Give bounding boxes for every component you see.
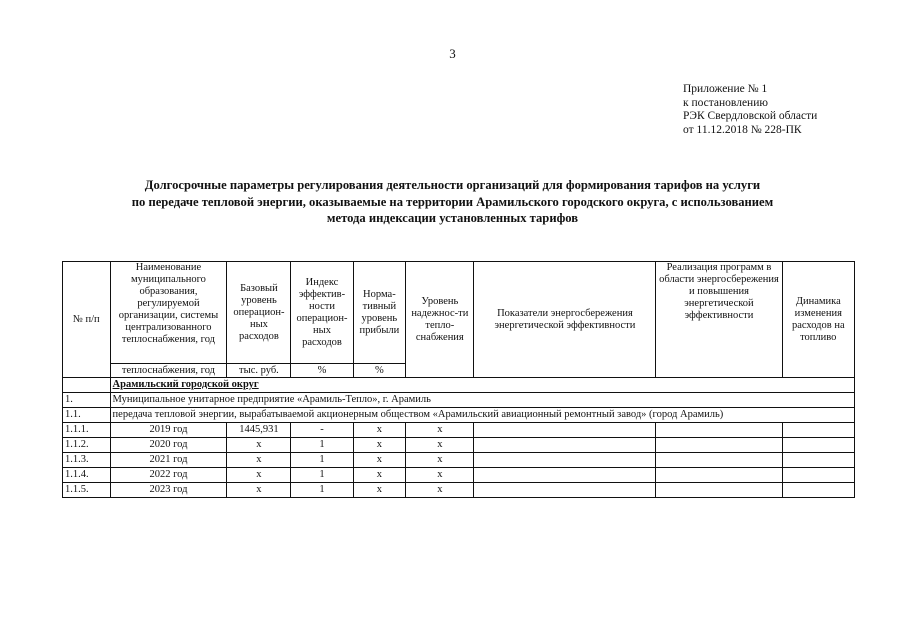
row-base: x bbox=[227, 483, 291, 498]
header-base: Базовый уровень операцион-ных расходов bbox=[227, 262, 291, 364]
appendix-line: к постановлению bbox=[683, 96, 768, 109]
appendix-line: РЭК Свердловской области bbox=[683, 110, 818, 122]
municipality-row bbox=[63, 378, 855, 393]
row-year: 2019 год bbox=[110, 423, 227, 438]
row-indicators bbox=[474, 483, 656, 498]
row-programs bbox=[656, 468, 782, 483]
row-base: x bbox=[227, 453, 291, 468]
row-reliability: x bbox=[406, 423, 474, 438]
header-num: № п/п bbox=[63, 262, 111, 378]
row-index: 1 bbox=[291, 453, 353, 468]
header-index: Индекс эффектив-ности операцион-ных расходов bbox=[291, 262, 353, 364]
title-line: по передаче тепловой энергии, оказываемые на территории Арамильского городского округа, с использованием bbox=[131, 194, 774, 209]
row-num: 1.1.2. bbox=[63, 438, 111, 453]
system-name: передача тепловой энергии, вырабатываемой акционерным обществом «Арамильский авиационный ремонтный завод» (город Арамиль) bbox=[110, 408, 854, 423]
unit-base: тыс. руб. bbox=[227, 364, 291, 378]
row-fuel bbox=[782, 453, 854, 468]
parameters-table bbox=[62, 261, 855, 498]
row-base: x bbox=[227, 468, 291, 483]
row-programs bbox=[656, 438, 782, 453]
header-indicators: Показатели энергосбережения энергетической эффективности bbox=[474, 262, 656, 378]
municipality-name: Арамильский городской округ bbox=[110, 378, 854, 393]
title-line: метода индексации установленных тарифов bbox=[326, 211, 579, 225]
unit-name: теплоснабжения, год bbox=[110, 364, 227, 378]
row-programs bbox=[656, 483, 782, 498]
header-programs: Реализация программ в области энергосбережения и повышения энергетической эффективности bbox=[656, 262, 782, 378]
table-row bbox=[63, 453, 855, 468]
system-num: 1.1. bbox=[63, 408, 111, 423]
row-year: 2023 год bbox=[110, 483, 227, 498]
row-index: 1 bbox=[291, 468, 353, 483]
header-row bbox=[63, 262, 855, 364]
header-fuel: Динамика изменения расходов на топливо bbox=[782, 262, 854, 378]
row-profit: x bbox=[353, 438, 406, 453]
document-title bbox=[40, 177, 865, 227]
row-fuel bbox=[782, 468, 854, 483]
row-indicators bbox=[474, 423, 656, 438]
page-number: 3 bbox=[449, 46, 456, 61]
row-index: 1 bbox=[291, 483, 353, 498]
appendix-block bbox=[683, 83, 817, 137]
org-row bbox=[63, 393, 855, 408]
row-num: 1.1.4. bbox=[63, 468, 111, 483]
row-indicators bbox=[474, 468, 656, 483]
row-base: x bbox=[227, 438, 291, 453]
row-profit: x bbox=[353, 453, 406, 468]
table-row bbox=[63, 483, 855, 498]
row-year: 2021 год bbox=[110, 453, 227, 468]
table-row bbox=[63, 423, 855, 438]
appendix-line: от 11.12.2018 № 228-ПК bbox=[683, 123, 802, 136]
row-reliability: x bbox=[406, 438, 474, 453]
row-index: - bbox=[291, 423, 353, 438]
row-base: 1445,931 bbox=[227, 423, 291, 438]
row-index: 1 bbox=[291, 438, 353, 453]
row-programs bbox=[656, 453, 782, 468]
row-profit: x bbox=[353, 468, 406, 483]
header-reliability: Уровень надежнос-ти тепло-снабжения bbox=[406, 262, 474, 378]
row-indicators bbox=[474, 453, 656, 468]
table-row bbox=[63, 438, 855, 453]
row-fuel bbox=[782, 423, 854, 438]
row-num: 1.1.3. bbox=[63, 453, 111, 468]
appendix-line: Приложение № 1 bbox=[683, 83, 768, 95]
system-row bbox=[63, 408, 855, 423]
title-line: Долгосрочные параметры регулирования деятельности организаций для формирования тарифов на услуги bbox=[144, 178, 761, 192]
row-year: 2020 год bbox=[110, 438, 227, 453]
row-reliability: x bbox=[406, 483, 474, 498]
row-indicators bbox=[474, 438, 656, 453]
org-name: Муниципальное унитарное предприятие «Арамиль-Тепло», г. Арамиль bbox=[110, 393, 854, 408]
header-name: Наименование муниципального образования, регулируемой организации, системы централизованного теплоснабжения, год bbox=[110, 262, 227, 364]
row-num: 1.1.1. bbox=[63, 423, 111, 438]
row-year: 2022 год bbox=[110, 468, 227, 483]
org-num: 1. bbox=[63, 393, 111, 408]
row-profit: x bbox=[353, 423, 406, 438]
row-fuel bbox=[782, 438, 854, 453]
cell-empty bbox=[63, 378, 111, 393]
row-profit: x bbox=[353, 483, 406, 498]
row-programs bbox=[656, 423, 782, 438]
row-reliability: x bbox=[406, 468, 474, 483]
row-reliability: x bbox=[406, 453, 474, 468]
unit-profit: % bbox=[353, 364, 406, 378]
header-profit: Норма-тивный уровень прибыли bbox=[353, 262, 406, 364]
row-fuel bbox=[782, 483, 854, 498]
table-row bbox=[63, 468, 855, 483]
row-num: 1.1.5. bbox=[63, 483, 111, 498]
unit-index: % bbox=[291, 364, 353, 378]
